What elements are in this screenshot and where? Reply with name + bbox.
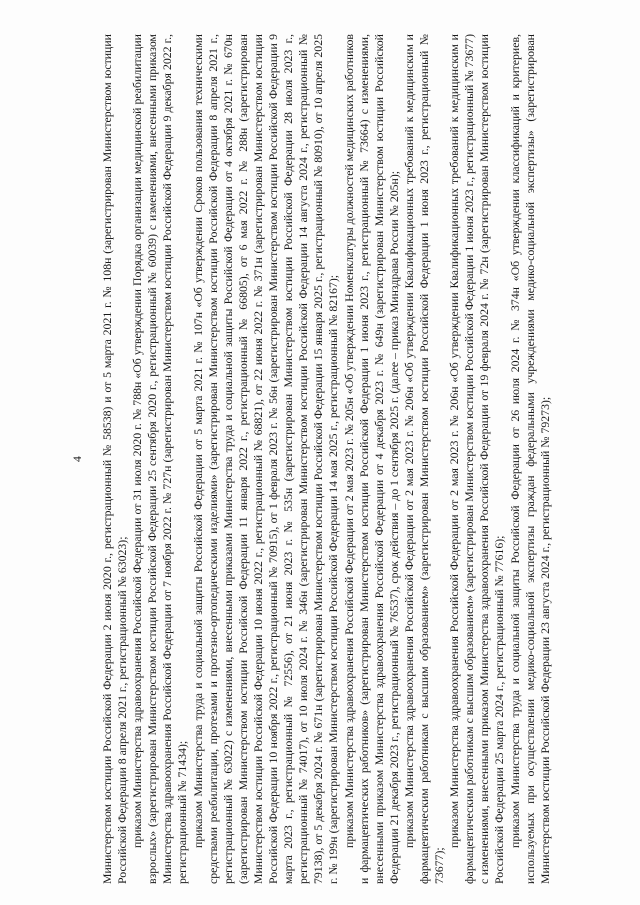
document-body — [100, 34, 553, 884]
paragraph: приказом Министерства здравоохранения Российской Федерации от 2 мая 2023 г. № 205н «Об утверждении Номенклатуры должностей медицинских работников и фармацевтических работников» (зарегистрирован Министерством юстиции Российской Федерации 1 июня 2023 г., регистрационный № 73664) с изменениями, внесенными приказом Министерства здравоохранения Российской Федерации от 4 декабря 2023 г. № 649н (зарегистрирован Министерством юстиции Российской Федерации 21 декабря 2023 г., регистрационный № 76537), срок действия – до 1 сентября 2025 г. (далее – приказ Минздрава России № 205н); — [341, 34, 401, 884]
paragraph: приказом Министерства труда и социальной защиты Российской Федерации от 5 марта 2021 г. № 107н «Об утверждении Сроков пользования техническими средствами реабилитации, протезами и протезно-ортопедическими изделиями» (зарегистрирован Министерством юстиции Российской Федерации 8 апреля 2021 г., регистрационный № 63022) с изменениями, внесенными приказами Министерства труда и социальной защиты Российской Федерации от 4 октября 2021 г. № 670н (зарегистрирован Министерством юстиции Российской Федерации 11 января 2022 г., регистрационный № 66805), от 6 мая 2022 г. № 288н (зарегистрирован Министерством юстиции Российской Федерации 10 июня 2022 г., регистрационный № 68821), от 22 июня 2022 г. № 371н (зарегистрирован Министерством юстиции Российской Федерации 10 ноября 2022 г., регистрационный № 70915), от 1 февраля 2023 г. № 56н (зарегистрирован Министерством юстиции Российской Федерации 9 марта 2023 г., регистрационный № 72556), от 21 июня 2023 г. № 535н (зарегистрирован Министерством юстиции Российской Федерации 28 июля 2023 г., регистрационный № 74017), от 10 июля 2024 г. № 346н (зарегистрирован Министерством юстиции Российской Федерации 14 августа 2024 г., регистрационный № 79138), от 5 декабря 2024 г. № 671н (зарегистрирован Министерством юстиции Российской Федерации 15 января 2025 г., регистрационный № 80910), от 10 апреля 2025 г. № 199н (зарегистрирован Министерством юстиции Российской Федерации 14 мая 2025 г., регистрационный № 82167); — [190, 34, 341, 884]
paragraph: приказом Министерства труда и социальной защиты Российской Федерации от 26 июля 2024 г. № 374н «Об утверждении классификаций и критериев, используемых при осуществлении медико-социальной экспертизы граждан федеральными учреждениями медико-социальной экспертизы» (зарегистрирован Министерством юстиции Российской Федерации 23 августа 2024 г., регистрационный № 79273); — [507, 34, 552, 884]
paragraph: приказом Министерства здравоохранения Российской Федерации от 31 июля 2020 г. № 788н «Об утверждении Порядка организации медицинской реабилитации взрослых» (зарегистрирован Министерством юстиции Российской Федерации 25 сентября 2020 г., регистрационный № 60039) с изменениями, внесенными приказом Министерства здравоохранения Российской Федерации от 7 ноября 2022 г. № 727н (зарегистрирован Министерством юстиции Российской Федерации 9 декабря 2022 г., регистрационный № 71434); — [130, 34, 190, 884]
paragraph: приказом Министерства здравоохранения Российской Федерации от 2 мая 2023 г. № 206н «Об утверждении Квалификационных требований к медицинским и фармацевтическим работникам с высшим образованием» (зарегистрирован Министерством юстиции Российской Федерации 1 июня 2023 г., регистрационный № 73677); — [401, 34, 447, 884]
page-number: 4 — [70, 456, 84, 462]
rotated-text-block — [70, 34, 560, 884]
paragraph: Министерством юстиции Российской Федерации 2 июня 2020 г., регистрационный № 58538) и от 5 марта 2021 г. № 108н (зарегистрирован Министерством юстиции Российской Федерации 8 апреля 2021 г., регистрационный № 63023); — [100, 34, 130, 884]
paragraph: приказом Министерства здравоохранения Российской Федерации от 2 мая 2023 г. № 206н «Об утверждении Квалификационных требований к медицинским и фармацевтическим работникам с высшим образованием» (зарегистрирован Министерством юстиции Российской Федерации 1 июня 2023 г., регистрационный № 73677) с изменениями, внесенными приказом Министерства здравоохранения Российской Федерации от 19 февраля 2024 г. № 72н (зарегистрирован Министерством юстиции Российской Федерации 25 марта 2024 г., регистрационный № 77616); — [447, 34, 507, 884]
